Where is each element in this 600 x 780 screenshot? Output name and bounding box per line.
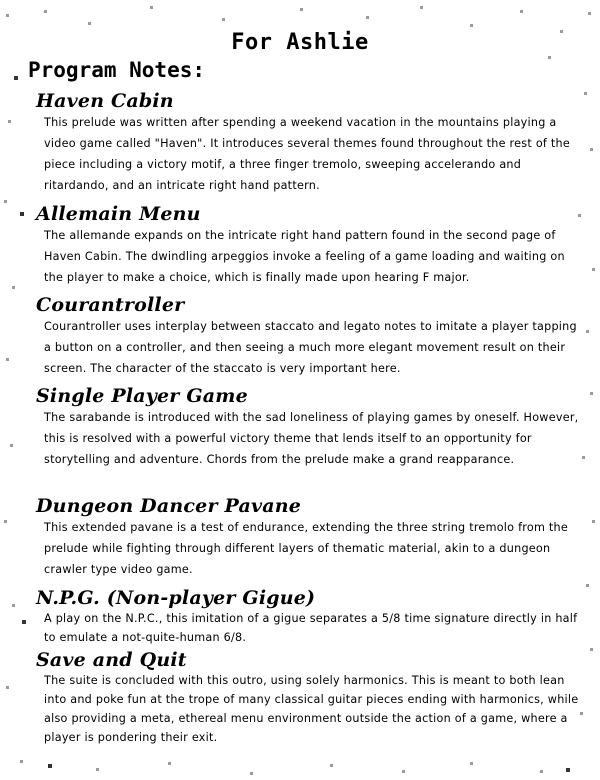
section-body: The allemande expands on the intricate right hand pattern found in the second page of Haven Cabin. The dwindling arpeggios invoke a feeling of a game loading and waiting on the player to make a choice, which is finally made upon hearing F major. — [44, 229, 565, 284]
section-dungeon-dancer-pavane — [36, 495, 581, 587]
section-courantroller — [36, 294, 581, 385]
section-body: This prelude was written after spending a weekend vacation in the mountains playing a video game called "Haven". It introduces several themes found throughout the rest of the piece including a victory motif, a three finger tremolo, sweeping accelerando and ritardando, and an intricate right hand pattern. — [44, 116, 571, 192]
section-title: Courantroller — [36, 294, 185, 316]
section-haven-cabin — [36, 90, 581, 203]
section-body: This extended pavane is a test of endurance, extending the three string tremolo from the prelude while fighting through different layers of thematic material, akin to a dungeon crawler type video game. — [44, 521, 569, 576]
program-notes-heading: Program Notes: — [28, 58, 206, 82]
section-body: The sarabande is introduced with the sad loneliness of playing games by oneself. However, this is resolved with a powerful victory theme that lends itself to an opportunity for storytelling and adventure. Chords from the prelude make a grand reapparance. — [44, 411, 579, 466]
section-title: N.P.G. (Non-player Gigue) — [36, 587, 316, 609]
section-single-player-game — [36, 385, 581, 495]
section-body: Courantroller uses interplay between staccato and legato notes to imitate a player tapping a button on a controller, and then seeing a much more elegant movement result on their screen. The character of the staccato is very important here. — [44, 320, 577, 375]
notes-list — [36, 90, 581, 747]
section-title: Single Player Game — [36, 385, 248, 407]
section-body: A play on the N.P.C., this imitation of a gigue separates a 5/8 time signature directly in half to emulate a not-quite-human 6/8. — [44, 612, 578, 644]
page-title: For Ashlie — [231, 30, 369, 55]
section-body: The suite is concluded with this outro, using solely harmonics. This is meant to both lean into and poke fun at the trope of many classical guitar pieces ending with harmonics, while also providing a meta, ethereal menu environment outside the action of a game, where a player is pondering their exit. — [44, 674, 579, 744]
section-npg-gigue — [36, 587, 581, 649]
section-title: Save and Quit — [36, 649, 187, 671]
section-save-and-quit — [36, 649, 581, 747]
section-title: Dungeon Dancer Pavane — [36, 495, 302, 517]
section-allemain-menu — [36, 203, 581, 294]
section-title: Haven Cabin — [36, 90, 174, 112]
section-title: Allemain Menu — [36, 203, 201, 225]
